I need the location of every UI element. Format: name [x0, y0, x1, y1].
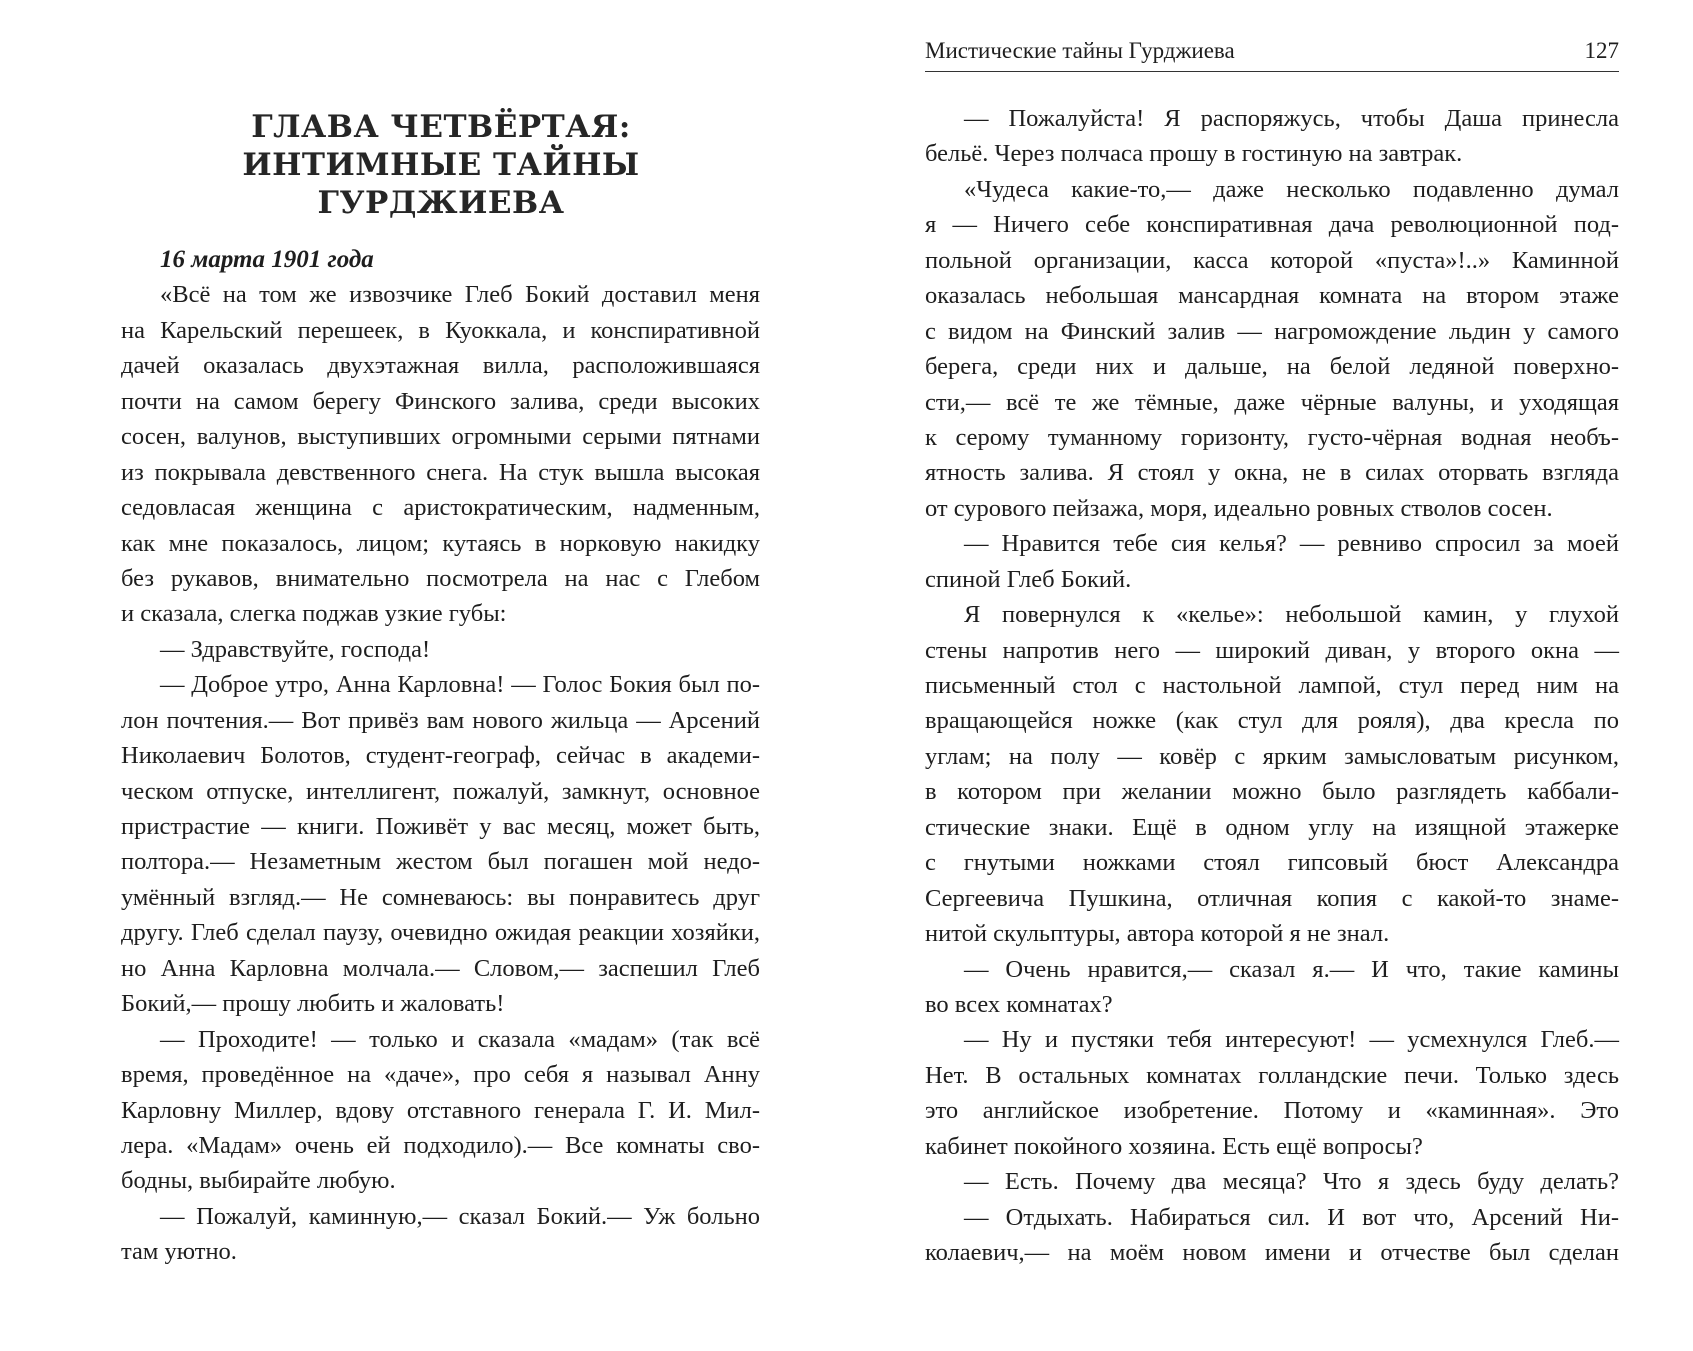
text-line: — Есть. Почему два месяца? Что я здесь буду делать? — [964, 1168, 1619, 1196]
text-line: дачей оказалась двухэтажная вилла, расположившаяся — [121, 352, 760, 380]
text-line: Бокий,— прошу любить и жаловать! — [121, 990, 505, 1018]
text-line: к серому туманному горизонту, густо-чёрная водная необъ- — [925, 423, 1619, 451]
text-line: Я повернулся к «келье»: небольшой камин, у глухой — [964, 601, 1619, 629]
chapter-heading-line: ИНТИМНЫЕ ТАЙНЫ ГУРДЖИЕВА — [242, 147, 640, 221]
text-line: это английское изобретение. Потому и «каминная». Это — [925, 1097, 1619, 1125]
text-line: ятность залива. Я стоял у окна, не в силах оторвать взгляда — [925, 459, 1619, 487]
text-line: берега, среди них и дальше, на белой ледяной поверхно- — [925, 353, 1619, 381]
text-line: на Карельский перешеек, в Куоккала, и конспиративной — [121, 316, 760, 344]
text-line: вращающейся ножке (как стул для рояля), два кресла по — [925, 707, 1619, 735]
text-line: — Нравится тебе сия келья? — ревниво спросил за моей — [964, 530, 1619, 558]
text-line: и сказала, слегка поджав узкие губы: — [121, 600, 507, 628]
text-line: лон почтения.— Вот привёз вам нового жильца — Арсений — [121, 706, 760, 734]
section-date: 16 марта 1901 года — [160, 246, 374, 273]
left-page — [0, 0, 846, 1351]
text-line: — Очень нравится,— сказал я.— И что, такие камины — [964, 955, 1619, 983]
text-line: спиной Глеб Бокий. — [925, 565, 1132, 593]
text-line: другу. Глеб сделал паузу, очевидно ожидая реакции хозяйки, — [121, 919, 760, 947]
right-page-body — [925, 101, 1619, 1270]
text-line: седовласая женщина с аристократическим, надменным, — [121, 494, 760, 522]
text-line: — Здравствуйте, господа! — [160, 635, 431, 663]
text-line: оказалась небольшая мансардная комната на втором этаже — [925, 282, 1619, 310]
text-line: — Доброе утро, Анна Карловна! — Голос Бокия был по- — [160, 671, 760, 699]
running-header — [925, 38, 1619, 64]
chapter-heading — [121, 108, 761, 222]
text-line: углам; на полу — ковёр с ярким замысловатым рисунком, — [925, 742, 1619, 770]
text-line: во всех комнатах? — [925, 990, 1113, 1018]
chapter-heading-line: ГЛАВА ЧЕТВЁРТАЯ: — [251, 109, 631, 145]
text-line: пристрастие — книги. Поживёт у вас месяц, может быть, — [121, 813, 760, 840]
header-rule — [925, 71, 1619, 72]
text-line: письменный стол с настольной лампой, стул перед ним на — [925, 672, 1619, 699]
text-line: лера. «Мадам» очень ей подходило).— Все комнаты сво- — [121, 1131, 760, 1159]
page-number: 127 — [1584, 38, 1619, 63]
text-line: стены напротив него — широкий диван, у второго окна — — [925, 636, 1619, 664]
text-line: там уютно. — [121, 1238, 237, 1266]
text-line: — Ну и пустяки тебя интересуют! — усмехнулся Глеб.— — [964, 1026, 1619, 1054]
text-line: ческом отпуске, интеллигент, пожалуй, замкнут, основное — [121, 777, 760, 805]
text-line: но Анна Карловна молчала.— Словом,— заспешил Глеб — [121, 954, 760, 982]
text-line: Сергеевича Пушкина, отличная копия с какой-то знаме- — [925, 884, 1619, 912]
text-line: без рукавов, внимательно посмотрела на нас с Глебом — [121, 564, 760, 592]
text-line: я — Ничего себе конспиративная дача революционной под- — [925, 211, 1619, 239]
text-line: с гнутыми ножками стоял гипсовый бюст Александра — [925, 849, 1619, 877]
text-line: с видом на Финский залив — нагромождение льдин у самого — [925, 317, 1619, 345]
text-line: Карловну Миллер, вдову отставного генерала Г. И. Мил- — [121, 1096, 760, 1124]
text-line: «Чудеса какие-то,— даже несколько подавленно думал — [964, 175, 1619, 203]
text-line: сти,— всё те же тёмные, даже чёрные валуны, и уходящая — [925, 388, 1619, 416]
text-line: польной организации, касса которой «пуста»!..» Каминной — [925, 246, 1619, 274]
text-line: — Пожалуй, каминную,— сказал Бокий.— Уж больно — [160, 1202, 760, 1230]
text-line: Николаевич Болотов, студент-географ, сейчас в академи- — [121, 742, 760, 770]
text-line: — Отдыхать. Набираться сил. И вот что, Арсений Ни- — [964, 1203, 1619, 1231]
running-title: Мистические тайны Гурджиева — [925, 38, 1235, 63]
text-line: почти на самом берегу Финского залива, среди высоких — [121, 387, 760, 415]
text-line: Нет. В остальных комнатах голландские печи. Только здесь — [925, 1061, 1619, 1089]
text-line: бельё. Через полчаса прошу в гостиную на завтрак. — [925, 140, 1463, 168]
text-line: полтора.— Незаметным жестом был погашен мой недо- — [121, 848, 760, 876]
right-page — [846, 0, 1693, 1351]
text-line: от сурового пейзажа, моря, идеально ровных стволов сосен. — [925, 494, 1553, 522]
text-line: бодны, выбирайте любую. — [121, 1167, 396, 1195]
text-line: время, проведённое на «даче», про себя я называл Анну — [121, 1061, 760, 1089]
text-line: из покрывала девственного снега. На стук вышла высокая — [121, 458, 760, 486]
text-line: сосен, валунов, выступивших огромными серыми пятнами — [121, 423, 760, 451]
text-line: нитой скульптуры, автора которой я не знал. — [925, 920, 1390, 948]
text-line: — Проходите! — только и сказала «мадам» (так всё — [160, 1025, 760, 1053]
text-line: умённый взгляд.— Не сомневаюсь: вы понравитесь друг — [121, 883, 760, 911]
text-line: стические знаки. Ещё в одном углу на изящной этажерке — [925, 813, 1619, 841]
left-page-body — [121, 242, 760, 1270]
text-line: — Пожалуйста! Я распоряжусь, чтобы Даша принесла — [964, 105, 1619, 132]
text-line: в котором при желании можно было разглядеть каббали- — [925, 778, 1619, 806]
text-line: «Всё на том же извозчике Глеб Бокий доставил меня — [160, 281, 760, 309]
text-line: кабинет покойного хозяина. Есть ещё вопросы? — [925, 1132, 1423, 1160]
text-line: как мне показалось, лицом; кутаясь в норковую накидку — [121, 529, 760, 557]
text-line: колаевич,— на моём новом имени и отчестве был сделан — [925, 1239, 1619, 1266]
